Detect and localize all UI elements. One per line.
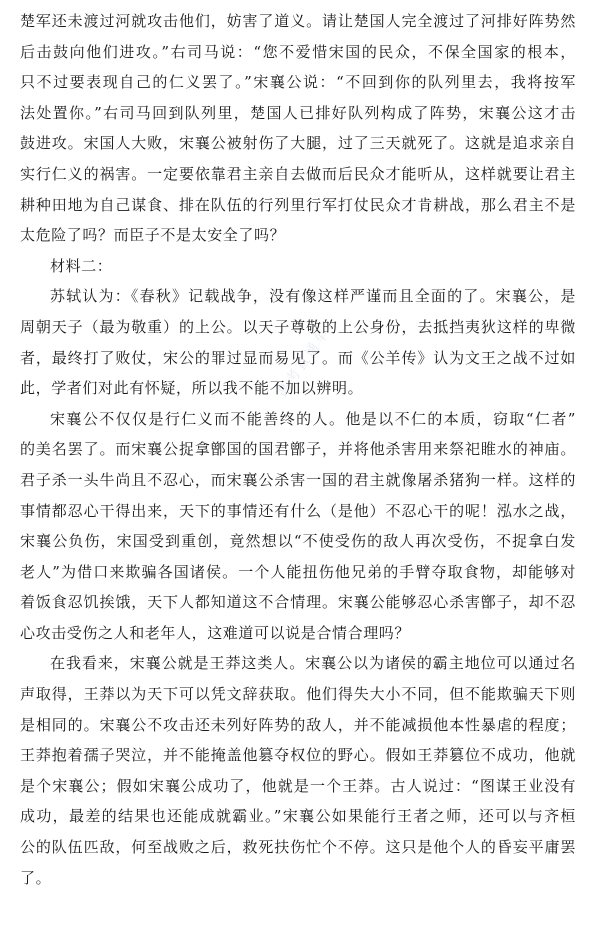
text-line: 老人”为借口来欺骗各国诸侯。一个人能扭伤他兄弟的手臂夺取食物，却能够对 — [20, 562, 576, 581]
text-line: 公的队伍匹敌，何至战败之后，救死扶伤忙个不停。这只是他个人的昏妄平庸罢 — [20, 838, 576, 857]
watermark: 高考直通车 — [274, 325, 334, 401]
text-line: 的美名罢了。而宋襄公捉拿鄫国的国君鄫子，并将他杀害用来祭祀睢水的神庙。 — [20, 440, 576, 459]
text-line: 苏轼认为：《春秋》记载战争，没有像这样严谨而且全面的了。宋襄公，是 — [50, 287, 576, 306]
text-line: 鼓进攻。宋国人大败，宋襄公被射伤了大腿，过了三天就死了。这就是追求亲自 — [20, 134, 576, 153]
text-line: 周朝天子（最为敬重）的上公。以天子尊敬的上公身份，去抵挡夷狄这样的卑微 — [20, 317, 576, 336]
document-body — [20, 6, 576, 893]
text-line: 此，学者们对此有怀疑，所以我不能不加以辨明。 — [20, 379, 364, 398]
text-line: 太危险了吗？而臣子不是太安全了吗？ — [20, 226, 286, 245]
text-line: 是个宋襄公；假如宋襄公成功了，他就是一个王莽。古人说过：“图谋王业没有 — [20, 776, 576, 795]
text-line: 法处置你。”右司马回到队列里，楚国人已排好队列构成了阵势，宋襄公这才击 — [20, 103, 576, 122]
text-line: 王莽抱着孺子哭泣，并不能掩盖他篡夺权位的野心。假如王莽篡位不成功，他就 — [20, 746, 576, 765]
text-line: 者，最终打了败仗，宋公的罪过显而易见了。而《公羊传》认为文王之战不过如 — [20, 348, 576, 367]
text-line: 声取得，王莽以为天下可以凭文辞获取。他们得失大小不同，但不能欺骗天下则 — [20, 685, 576, 704]
text-line: 成功，最差的结果也还能成就霸业。”宋襄公如果能行王者之师，还可以与齐桓 — [20, 807, 576, 826]
text-line: 楚军还未渡过河就攻击他们，妨害了道义。请让楚国人完全渡过了河排好阵势然 — [20, 12, 576, 30]
text-line: 宋襄公不仅仅是行仁义而不能善终的人。他是以不仁的本质，窃取“仁者” — [50, 409, 576, 428]
text-line: 耕种田地为自己谋食、排在队伍的行列里行军打仗民众才肯耕战，那么君主不是 — [20, 195, 576, 214]
text-line: 君子杀一头牛尚且不忍心，而宋襄公杀害一国的君主就像屠杀猪狗一样。这样的 — [20, 470, 576, 489]
text-line: 着饭食忍饥挨饿，天下人都知道这不合情理。宋襄公能够忍心杀害鄫子，却不忍 — [20, 593, 576, 612]
text-line: 在我看来，宋襄公就是王莽这类人。宋襄公以为诸侯的霸主地位可以通过名 — [50, 654, 576, 673]
text-line: 实行仁义的祸害。一定要依靠君主亲自去做而后民众才能听从，这样就要让君主 — [20, 164, 576, 183]
text-line: 了。 — [20, 868, 52, 887]
text-line: 宋襄公负伤，宋国受到重创，竟然想以“不使受伤的敌人再次受伤，不捉拿白发 — [20, 532, 576, 551]
text-line: 只不过要表现自己的仁义罢了。”宋襄公说：“不回到你的队列里去，我将按军 — [20, 73, 576, 92]
text-line: 事情都忍心干得出来，天下的事情还有什么（是他）不忍心干的呢！泓水之战， — [20, 501, 576, 520]
text-line: 后击鼓向他们进攻。”右司马说：“您不爱惜宋国的民众，不保全国家的根本， — [20, 42, 576, 61]
text-line: 心攻击受伤之人和老年人，这难道可以说是合情合理吗？ — [20, 623, 411, 642]
text-line: 是相同的。宋襄公不攻击还未列好阵势的敌人，并不能减损他本性暴虐的程度； — [20, 715, 576, 734]
text-line: 材料二： — [50, 256, 113, 275]
